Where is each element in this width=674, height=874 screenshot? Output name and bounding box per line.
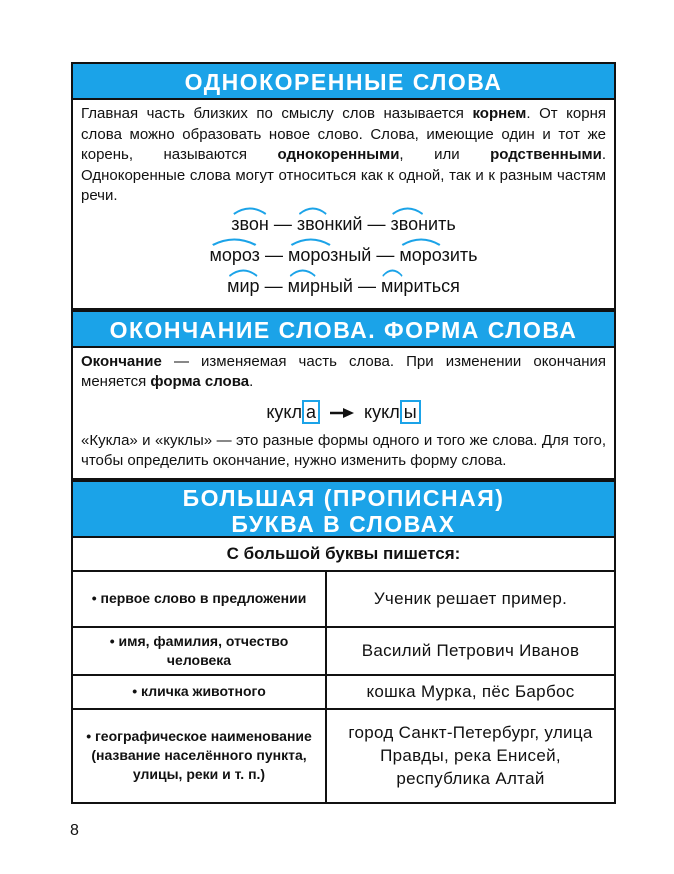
root-arc-icon: [297, 205, 329, 215]
example-word: морозить: [399, 240, 477, 271]
ending-explanation: «Кукла» и «куклы» — это разные формы одного и того же слова. Для того, чтобы определить окончание, нужно изменить форму слова.: [81, 431, 606, 469]
root-arc-icon: [288, 236, 333, 246]
arrow-right-icon: [329, 407, 355, 419]
root-arc-icon: [227, 267, 259, 277]
section-title-capital: [71, 480, 616, 536]
root-arc-icon: [231, 205, 269, 215]
section-title-cognates: ОДНОКОРЕННЫЕ СЛОВА: [71, 62, 616, 98]
example-line: мир — мирный — мириться: [81, 271, 606, 302]
table-header: С большой буквы пишется:: [72, 537, 615, 571]
example-word: звон: [231, 209, 269, 240]
example-word: мириться: [381, 271, 460, 302]
table-row: [72, 571, 615, 627]
example-line: мороз — морозный — морозить: [81, 240, 606, 271]
example-word: звонкий: [297, 209, 363, 240]
section-title-ending: ОКОНЧАНИЕ СЛОВА. ФОРМА СЛОВА: [71, 310, 616, 346]
example-cell: Ученик решает пример.: [326, 571, 615, 627]
root-arc-icon: [288, 267, 317, 277]
root-arc-icon: [209, 236, 259, 246]
example-word: морозный: [288, 240, 371, 271]
table-row: [72, 709, 615, 803]
example-cell: город Санкт-Петербург, улица Правды, река Енисей, республика Алтай: [326, 709, 615, 803]
capital-letter-table: [71, 536, 616, 804]
cognates-box: [71, 98, 616, 310]
rule-cell: • первое слово в предложении: [72, 571, 326, 627]
page: [71, 62, 616, 804]
cognates-text: Главная часть близких по смыслу слов называется корнем. От корня слова можно образовать новое слово. Слова, имеющие один и тот же корень, называются однокоренными, или родственными. Однокоренные слова могут относиться как к одной, так и к разным частям речи.: [81, 105, 606, 204]
table-row: [72, 675, 615, 709]
page-number: 8: [70, 822, 79, 839]
root-arc-icon: [399, 236, 443, 246]
example-word: звонить: [390, 209, 455, 240]
root-arc-icon: [381, 267, 404, 277]
example-word: мир: [227, 271, 259, 302]
rule-cell: • кличка животного: [72, 675, 326, 709]
example-word: мороз: [209, 240, 259, 271]
rule-cell: • имя, фамилия, отчество человека: [72, 627, 326, 675]
example-line: звон — звонкий — звонить: [81, 209, 606, 240]
section-title-line1: БОЛЬШАЯ (ПРОПИСНАЯ): [182, 484, 505, 511]
ending-box: [71, 346, 616, 480]
root-arc-icon: [390, 205, 425, 215]
word-form-example: кукл а кукл ы: [81, 399, 606, 425]
example-cell: Василий Петрович Иванов: [326, 627, 615, 675]
table-row: [72, 627, 615, 675]
example-word: мирный: [288, 271, 353, 302]
ending-box-mark: ы: [400, 400, 421, 424]
rule-cell: • географическое наименование (название населённого пункта, улицы, реки и т. п.): [72, 709, 326, 803]
example-cell: кошка Мурка, пёс Барбос: [326, 675, 615, 709]
ending-definition: Окончание — изменяемая часть слова. При изменении окончания меняется форма слова.: [81, 352, 606, 390]
section-title-line2: БУКВА В СЛОВАХ: [231, 510, 456, 537]
ending-box-mark: а: [302, 400, 320, 424]
